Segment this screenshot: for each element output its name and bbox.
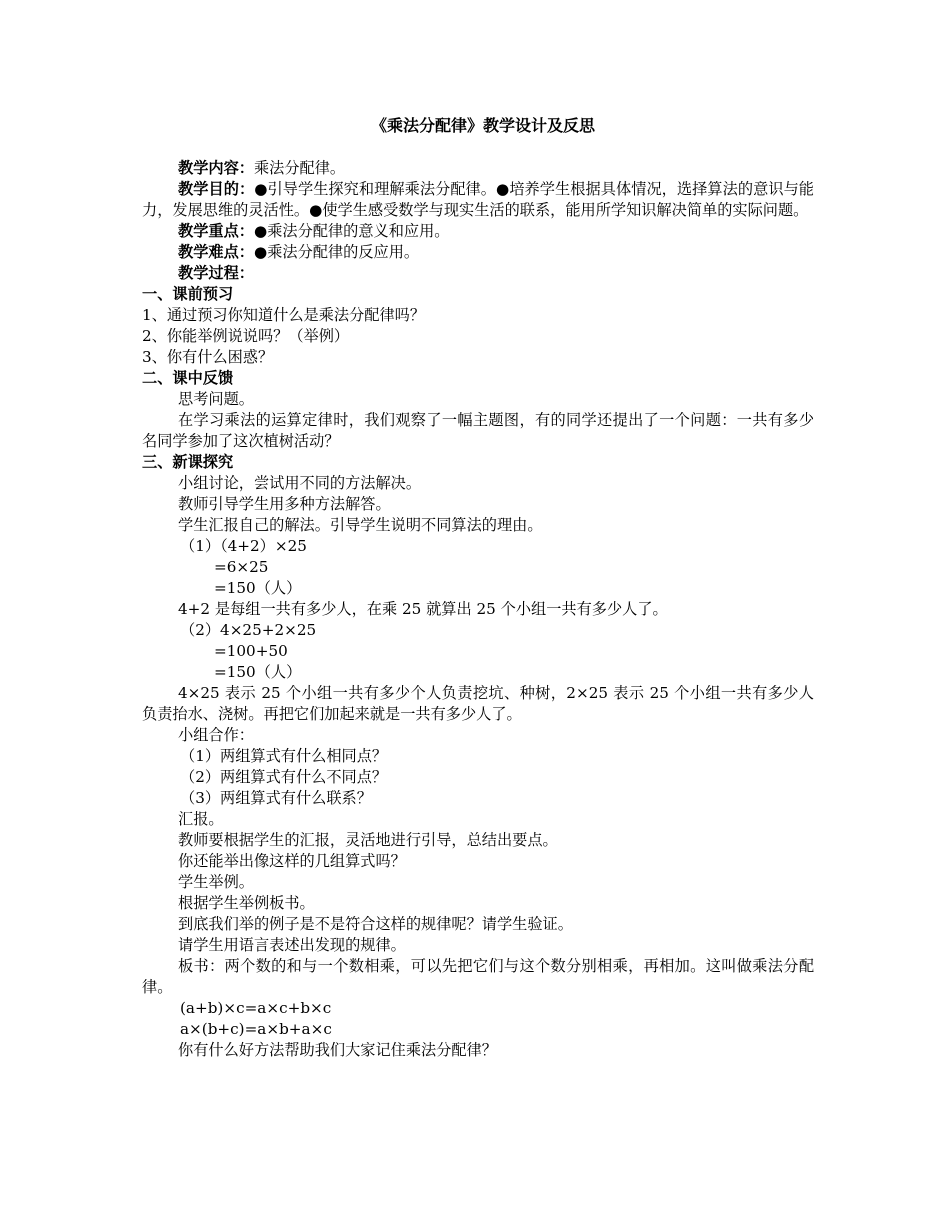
- method-1-step: =6×25: [214, 558, 269, 576]
- text-line: 请学生用语言表述出发现的规律。: [178, 936, 406, 954]
- discussion-question: （3）两组算式有什么联系？: [180, 789, 372, 807]
- method-1-expression: （1）（4+2）×25: [180, 537, 307, 555]
- document-page: [142, 116, 814, 1061]
- teaching-difficulty-value: ●乘法分配律的反应用。: [253, 243, 420, 261]
- method-2-explanation: 4×25 表示 25 个小组一共有多少个人负责挖坑、种树，2×25 表示 25 个小组一共有多少人负责抬水、浇树。再把它们加起来就是一共有多少人了。: [142, 684, 814, 723]
- preview-item: 2、你能举例说说吗？（举例）: [142, 327, 350, 345]
- formula: a×(b+c)=a×b+a×c: [180, 1020, 332, 1038]
- preview-item: 1、通过预习你知道什么是乘法分配律吗？: [142, 306, 426, 324]
- teaching-difficulty: [142, 242, 814, 263]
- text-line: 教师引导学生用多种方法解答。: [178, 495, 391, 513]
- document-title: 《乘法分配律》教学设计及反思: [370, 116, 595, 135]
- text-line: 你有什么好方法帮助我们大家记住乘法分配律？: [178, 1041, 497, 1059]
- discussion-question: （1）两组算式有什么相同点？: [180, 747, 388, 765]
- text-line: 汇报。: [178, 810, 224, 828]
- text-line: 教师要根据学生的汇报，灵活地进行引导，总结出要点。: [178, 831, 558, 849]
- text-line: 学生举例。: [178, 873, 254, 891]
- teaching-difficulty-label: 教学难点：: [178, 243, 254, 261]
- teaching-process-label: 教学过程：: [178, 264, 254, 282]
- method-2-expression: （2）4×25+2×25: [180, 621, 317, 639]
- teaching-key-label: 教学重点：: [178, 222, 254, 240]
- method-2-result: =150（人）: [214, 663, 302, 681]
- text-line: 小组合作：: [178, 726, 254, 744]
- teaching-purpose: [142, 179, 814, 221]
- section-2-heading: 二、课中反馈: [142, 369, 234, 387]
- teaching-purpose-label: 教学目的：: [178, 180, 255, 198]
- section-3-heading: 三、新课探究: [142, 453, 234, 471]
- formula: (a+b)×c=a×c+b×c: [180, 999, 332, 1017]
- text-line: 学生汇报自己的解法。引导学生说明不同算法的理由。: [178, 516, 543, 534]
- teaching-content: [142, 158, 814, 179]
- teaching-key-point: [142, 221, 814, 242]
- method-2-step: =100+50: [214, 642, 288, 660]
- teaching-key-value: ●乘法分配律的意义和应用。: [253, 222, 450, 240]
- teaching-purpose-value: ●引导学生探究和理解乘法分配律。●培养学生根据具体情况，选择算法的意识与能力，发展思维的灵活性。●使学生感受数学与现实生活的联系，能用所学知识解决简单的实际问题。: [142, 180, 814, 219]
- teaching-content-label: 教学内容：: [178, 159, 254, 177]
- teaching-content-value: 乘法分配律。: [253, 159, 346, 177]
- section-1-heading: 一、课前预习: [142, 285, 234, 303]
- discussion-question: （2）两组算式有什么不同点？: [180, 768, 388, 786]
- text-line: 到底我们举的例子是不是符合这样的规律呢？请学生验证。: [178, 915, 573, 933]
- method-1-result: =150（人）: [214, 579, 302, 597]
- rule-statement: 板书：两个数的和与一个数相乘，可以先把它们与这个数分别相乘，再相加。这叫做乘法分配律。: [142, 957, 814, 996]
- think-question: 思考问题。: [178, 390, 254, 408]
- preview-item: 3、你有什么困惑？: [142, 348, 274, 366]
- theme-question-paragraph: 在学习乘法的运算定律时，我们观察了一幅主题图，有的同学还提出了一个问题：一共有多少名同学参加了这次植树活动？: [142, 411, 814, 450]
- text-line: 根据学生举例板书。: [178, 894, 315, 912]
- text-line: 你还能举出像这样的几组算式吗？: [178, 852, 406, 870]
- method-1-explanation: 4+2 是每组一共有多少人，在乘 25 就算出 25 个小组一共有多少人了。: [178, 600, 668, 618]
- text-line: 小组讨论，尝试用不同的方法解决。: [178, 474, 421, 492]
